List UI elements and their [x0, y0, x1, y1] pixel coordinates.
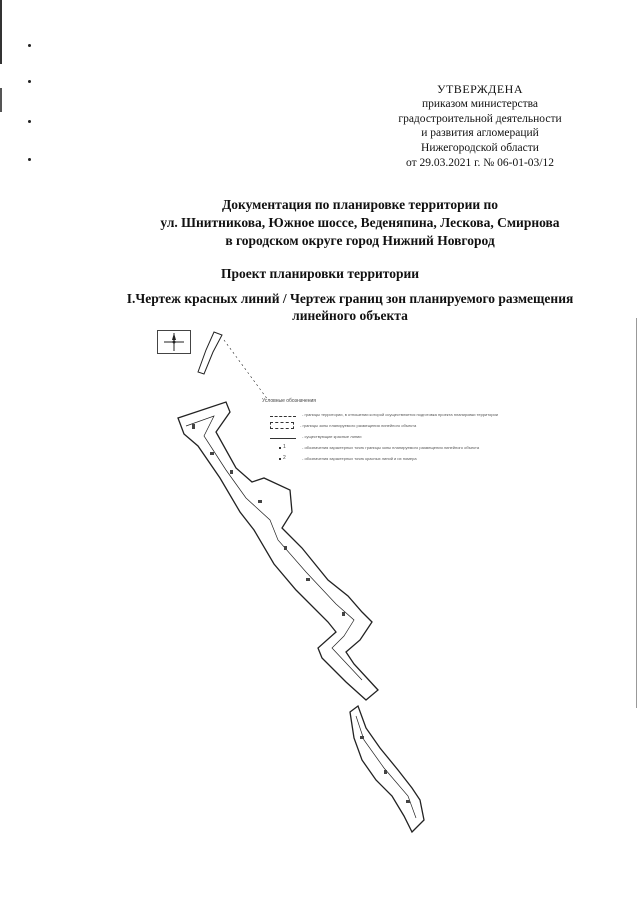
approval-line: приказом министерства [422, 97, 538, 110]
document-title-line: в городском округе город Нижний Новгород [225, 233, 495, 248]
map-detail [342, 612, 345, 616]
legend-text: - обозначения характерных точек границы зоны планируемого размещения линейного объекта [302, 445, 480, 450]
approval-line: и развития агломераций [421, 127, 539, 140]
map-legend [262, 398, 530, 464]
map-detail [384, 770, 387, 774]
map-detail [258, 500, 262, 503]
drawing-title-line: I.Чертеж красных линий / Чертеж границ зон планируемого размещения [126, 291, 574, 306]
map-detail [360, 736, 364, 739]
legend-point-number: 2 [283, 454, 286, 461]
map-detail [192, 424, 195, 429]
map-detail [406, 800, 410, 803]
map-detail [210, 452, 214, 455]
map-dashed-link [224, 340, 268, 400]
legend-title: Условные обозначения [262, 398, 317, 404]
approval-head: УТВЕРЖДЕНА [436, 82, 523, 96]
legend-text: - границы зоны планируемого размещения линейного объекта [300, 423, 417, 428]
document-title-line: ул. Шнитникова, Южное шоссе, Веденяпина, Лескова, Смирнова [160, 215, 560, 230]
legend-text: - границы территории, в отношении которой осуществляется подготовка проекта планировки территории [302, 412, 498, 417]
legend-row [270, 431, 530, 442]
solid-line-symbol-icon [270, 438, 296, 439]
dashed-line-symbol-icon [270, 416, 296, 417]
approval-line: градостроительной деятельности [398, 112, 562, 125]
map-detail [306, 578, 310, 581]
legend-row [270, 409, 530, 420]
approval-line: Нижегородской области [421, 142, 539, 155]
map-detail [284, 546, 287, 550]
project-title: Проект планировки территории [220, 266, 420, 281]
point-symbol-icon [270, 444, 296, 452]
drawing-title-line: линейного объекта [292, 308, 408, 323]
approval-line: от 29.03.2021 г. № 06-01-03/12 [406, 156, 554, 169]
map-branch-north [198, 332, 222, 374]
map-zone-boundary-south [350, 706, 424, 832]
map-detail [230, 470, 233, 474]
legend-point-number: 1 [283, 443, 286, 450]
legend-row [270, 420, 530, 431]
dashed-box-symbol-icon [270, 422, 294, 429]
legend-row [270, 453, 530, 464]
legend-row [270, 442, 530, 453]
document-title-line: Документация по планировке территории по [221, 197, 499, 212]
legend-text: - обозначения характерных точек красных линий и их номера [302, 456, 417, 461]
point-symbol-icon [270, 455, 296, 463]
legend-text: - существующие красные линии [302, 434, 362, 439]
